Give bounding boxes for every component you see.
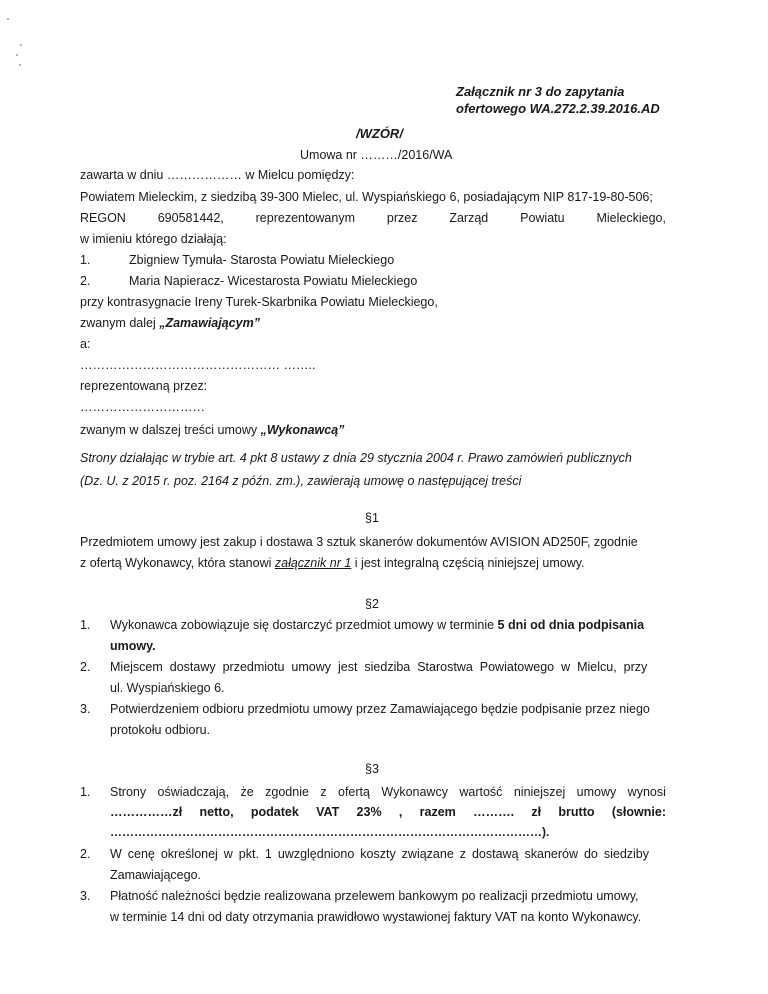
scan-speck xyxy=(16,54,18,56)
regon-word: przez xyxy=(386,211,418,225)
word: zł xyxy=(531,805,542,819)
vat-rate: 23% xyxy=(356,805,382,819)
list-text: w terminie 14 dni od daty otrzymania prawidłowo wystawionej faktury VAT na konto Wykonawcy. xyxy=(110,910,642,924)
list-text xyxy=(110,785,666,799)
word: wynosi xyxy=(627,785,666,799)
word: zgodnie xyxy=(265,785,309,799)
list-num: 3. xyxy=(80,702,91,716)
section-1-heading: §1 xyxy=(365,511,379,525)
list-num: 2. xyxy=(80,660,91,674)
dots-line-1: ………………………………………… …….. xyxy=(80,358,316,372)
list-text: Potwierdzeniem odbioru przedmiotu umowy przez Zamawiającego będzie podpisanie przez niego xyxy=(110,702,650,716)
called-name: „Zamawiającym” xyxy=(159,316,260,330)
word: ofertą xyxy=(338,785,370,799)
on-behalf-line: w imieniu którego działają: xyxy=(80,232,227,246)
contractor-line xyxy=(80,423,344,437)
template-label: /WZÓR/ xyxy=(356,126,403,141)
preamble-line-2: (Dz. U. z 2015 r. poz. 2164 z późn. zm.), zawierają umowę o następującej treści xyxy=(80,474,522,488)
section-1-line-1: Przedmiotem umowy jest zakup i dostawa 3 sztuk skanerów dokumentów AVISION AD250F, zgodnie xyxy=(80,535,638,549)
list-num: 1. xyxy=(80,785,91,799)
list-num: 2. xyxy=(80,847,91,861)
list-text: umowy. xyxy=(110,639,156,653)
word: wartość xyxy=(459,785,503,799)
regon-word: reprezentowanym xyxy=(255,211,355,225)
word: Wykonawcy xyxy=(381,785,448,799)
scan-speck xyxy=(20,44,22,46)
word: że xyxy=(240,785,254,799)
regon-word: REGON xyxy=(80,211,126,225)
called-prefix: zwanym dalej xyxy=(80,316,160,330)
word: oświadczają, xyxy=(157,785,230,799)
attachment-line-1: Załącznik nr 3 do zapytania xyxy=(456,84,625,99)
scan-speck xyxy=(7,18,9,20)
section-1-text: z ofertą Wykonawcy, która stanowi xyxy=(80,556,275,570)
list-text xyxy=(110,618,644,632)
word: z xyxy=(320,785,327,799)
represented-line: reprezentowaną przez: xyxy=(80,379,208,393)
scan-speck xyxy=(19,64,21,66)
regon-line xyxy=(80,211,666,225)
rep-num: 1. xyxy=(80,253,91,267)
attachment-reference: załącznik nr 1 xyxy=(274,556,352,570)
rep-text: Maria Napieracz- Wicestarosta Powiatu Mieleckiego xyxy=(129,274,418,288)
in-words-dots: ………………………………………………………………………………………………). xyxy=(110,825,550,839)
powiat-line: Powiatem Mieleckim, z siedzibą 39-300 Mielec, ul. Wyspiańskiego 6, posiadającym NIP 817-19-80-506; xyxy=(80,190,653,204)
word: netto, xyxy=(199,805,234,819)
section-2-heading: §2 xyxy=(365,597,379,611)
price-line xyxy=(110,805,666,819)
section-1-text: i jest integralną częścią niniejszej umowy. xyxy=(351,556,585,570)
rep-num: 2. xyxy=(80,274,91,288)
section-3-heading: §3 xyxy=(365,762,379,776)
net-price: ……………zł xyxy=(110,805,183,819)
list-text: W cenę określonej w pkt. 1 uwzględniono koszty związane z dostawą skanerów do siedziby xyxy=(110,847,650,861)
list-text-part: Wykonawca zobowiązuje się dostarczyć przedmiot umowy w terminie xyxy=(110,618,498,632)
and-line: a: xyxy=(80,337,91,351)
attachment-line-2: ofertowego WA.272.2.39.2016.AD xyxy=(456,101,660,116)
list-text: protokołu odbioru. xyxy=(110,723,211,737)
list-num: 3. xyxy=(80,889,91,903)
list-text: Zamawiającego. xyxy=(110,868,202,882)
concluded-line: zawarta w dniu ……………… w Mielcu pomiędzy: xyxy=(80,168,355,182)
countersign-line: przy kontrasygnacie Ireny Turek-Skarbnika Powiatu Mieleckiego, xyxy=(80,295,438,309)
preamble-line-1: Strony działając w trybie art. 4 pkt 8 ustawy z dnia 29 stycznia 2004 r. Prawo zamówień publicznych xyxy=(80,451,632,465)
delivery-term: 5 dni od dnia podpisania xyxy=(497,618,645,632)
dots-line-2: ………………………… xyxy=(80,400,205,414)
called-line xyxy=(80,316,260,330)
word: niniejszej xyxy=(513,785,566,799)
list-num: 1. xyxy=(80,618,91,632)
word: podatek xyxy=(250,805,299,819)
word: , xyxy=(398,805,403,819)
word: umowy xyxy=(576,785,617,799)
list-text: ul. Wyspiańskiego 6. xyxy=(110,681,225,695)
list-text: Płatność należności będzie realizowana przelewem bankowym po realizacji przedmiotu umowy, xyxy=(110,889,639,903)
contractor-name: „Wykonawcą” xyxy=(260,423,345,437)
regon-word: Mieleckiego, xyxy=(596,211,666,225)
word: brutto xyxy=(558,805,595,819)
list-text: Miejscem dostawy przedmiotu umowy jest siedziba Starostwa Powiatowego w Mielcu, przy xyxy=(110,660,648,674)
rep-text: Zbigniew Tymuła- Starosta Powiatu Mieleckiego xyxy=(129,253,395,267)
gross-price: ………. xyxy=(473,805,515,819)
contractor-prefix: zwanym w dalszej treści umowy xyxy=(80,423,261,437)
word: razem xyxy=(419,805,456,819)
word: (słownie: xyxy=(611,805,666,819)
word: Strony xyxy=(110,785,147,799)
word: VAT xyxy=(316,805,340,819)
regon-word: Zarząd xyxy=(449,211,489,225)
regon-word: 690581442, xyxy=(157,211,224,225)
section-1-line-2 xyxy=(80,556,585,570)
regon-word: Powiatu xyxy=(520,211,565,225)
contract-number: Umowa nr ………/2016/WA xyxy=(300,148,453,162)
